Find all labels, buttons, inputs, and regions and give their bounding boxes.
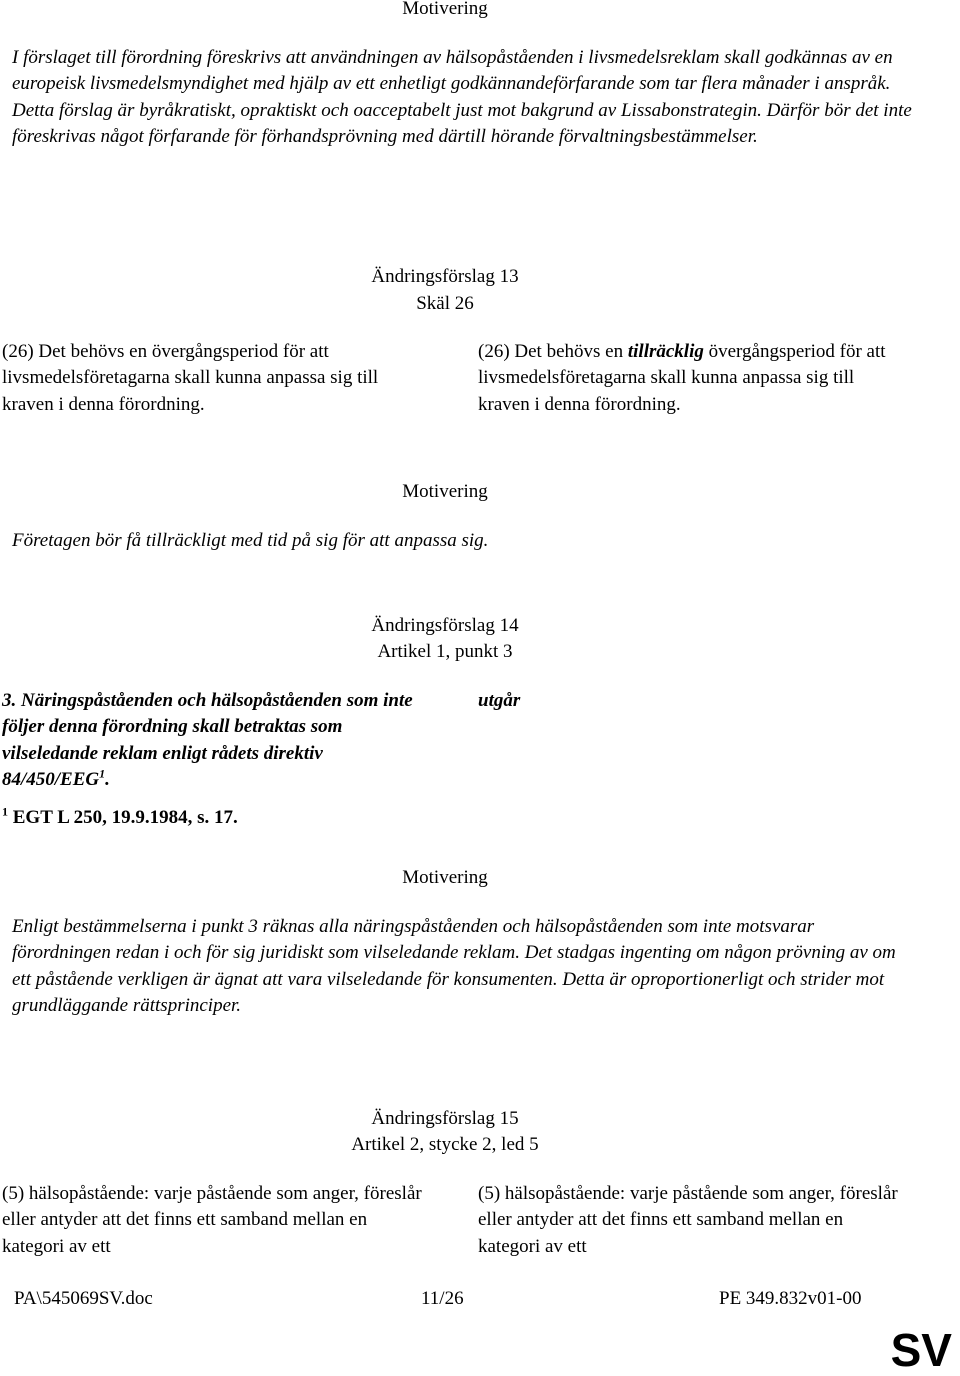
amendment-14-original-text <box>2 688 422 794</box>
footer-page-number: 11/26 <box>421 1288 464 1309</box>
motivering-heading-3: Motivering <box>402 867 488 888</box>
amendment-15-original-text: (5) hälsopåstående: varje påstående som anger, föreslår eller antyder att det finns ett samband mellan en kategori av ett <box>2 1183 422 1257</box>
amendment-13-amended-after: övergångsperiod för att livsmedelsföretagarna skall kunna anpassa sig till kraven i denna förordning. <box>478 341 886 415</box>
amendment-14-title: Ändringsförslag 14 <box>371 615 519 636</box>
amendment-14-original-end: . <box>105 769 110 791</box>
language-code: SV <box>890 1324 952 1376</box>
amendment-15-amended-text: (5) hälsopåstående: varje påstående som anger, föreslår eller antyder att det finns ett samband mellan en kategori av ett <box>478 1183 898 1257</box>
amendment-14-deleted-label: utgår <box>478 690 521 711</box>
justification-paragraph-1: I förslaget till förordning föreskrivs att användningen av hälsopåståenden i livsmedelsreklam skall godkännas av en europeisk livsmedelsmyndighet med hjälp av ett enhetligt godkännandeförfarande som tar flera månader i anspråk. Detta förslag är byråkratiskt, opraktiskt och oacceptabelt just mot bakgrund av Lissabonstrategin. Därför bör det inte föreskrivas något förfarande för förhandsprövning med därtill hörande förvaltningsbestämmelser. <box>12 47 912 148</box>
motivering-heading-1: Motivering <box>402 0 488 19</box>
footer-doc-ref: PA\545069SV.doc <box>14 1288 153 1309</box>
amendment-15-subtitle: Artikel 2, stycke 2, led 5 <box>351 1134 539 1155</box>
footer-pe-ref: PE 349.832v01-00 <box>719 1288 862 1309</box>
amendment-13-amended-before: (26) Det behövs en <box>478 341 628 362</box>
amendment-13-title: Ändringsförslag 13 <box>371 266 519 287</box>
footnote <box>2 806 238 830</box>
justification-paragraph-2: Företagen bör få tillräckligt med tid på sig för att anpassa sig. <box>12 530 489 551</box>
motivering-heading-2: Motivering <box>402 481 488 502</box>
footnote-reference: 1 <box>99 766 106 781</box>
amendment-14-subtitle: Artikel 1, punkt 3 <box>377 641 513 662</box>
amendment-15-title: Ändringsförslag 15 <box>371 1108 519 1129</box>
amendment-13-amended-emphasis: tillräcklig <box>627 341 704 362</box>
amendment-13-original-text: (26) Det behövs en övergångsperiod för att livsmedelsföretagarna skall kunna anpassa sig till kraven i denna förordning. <box>2 341 379 415</box>
amendment-14-original-body: 3. Näringspåståenden och hälsopåståenden som inte följer denna förordning skall betraktas som vilseledande reklam enligt rådets direktiv 84/450/EEG <box>2 690 413 791</box>
footnote-mark: 1 <box>2 804 8 819</box>
justification-paragraph-3: Enligt bestämmelserna i punkt 3 räknas alla näringspåståenden och hälsopåståenden som inte motsvarar förordningen redan i och för sig juridiskt som vilseledande reklam. Det stadgas ingenting om någon prövning av om ett påstående verkligen är ägnat att vara vilseledande för konsumenten. Detta är oproportionerligt och strider mot grundläggande rättsprinciper. <box>12 916 896 1017</box>
amendment-13-subtitle: Skäl 26 <box>416 293 474 314</box>
amendment-13-amended-text <box>478 339 908 418</box>
footnote-text: EGT L 250, 19.9.1984, s. 17. <box>8 807 238 828</box>
